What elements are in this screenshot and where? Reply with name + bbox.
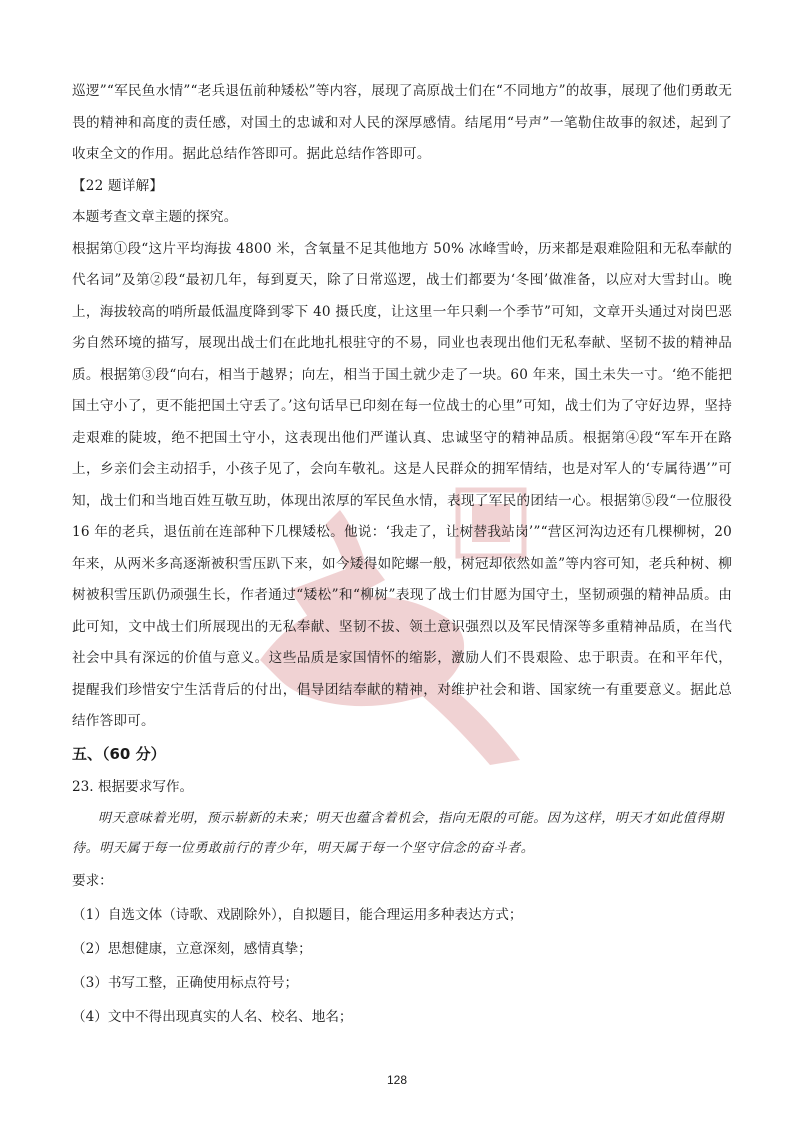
- requirement-item: （3）书写工整，正确使用标点符号；: [72, 974, 299, 991]
- intro-paragraph: 巡逻”“军民鱼水情”“老兵退伍前种矮松”等内容，展现了高原战士们在“不同地方”的故事，展现了他们勇敢无畏的精神和高度的责任感，对国土的忠诚和对人民的深厚感情。结尾用“号声”一笔勒住故事的叙述，起到了收束全文的作用。据此总结作答即可。据此总结作答即可。: [72, 83, 732, 162]
- essay-material: 明天意味着光明，预示崭新的未来；明天也蕴含着机会，指向无限的可能。因为这样，明天才如此值得期待。明天属于每一位勇敢前行的青少年，明天属于每一个坚守信念的奋斗者。: [72, 810, 724, 856]
- requirements-label: 要求：: [72, 872, 113, 889]
- section-five-title: 五、（60 分）: [72, 744, 166, 763]
- q22-intro: 本题考查文章主题的探究。: [72, 209, 238, 225]
- page-number: 128: [386, 1073, 408, 1087]
- requirement-item: （4）文中不得出现真实的人名、校名、地名；: [72, 1008, 353, 1025]
- requirement-item: （1）自选文体（诗歌、戏剧除外），自拟题目，能合理运用多种表达方式；: [72, 906, 523, 923]
- requirement-item: （2）思想健康，立意深刻，感情真挚；: [72, 940, 312, 957]
- document-body: [72, 76, 732, 1034]
- q23-prompt: 23. 根据要求写作。: [72, 778, 194, 795]
- q22-heading: 【22 题详解】: [72, 177, 164, 194]
- q22-analysis: 根据第①段“这片平均海拔 4800 米，含氧量不足其他地方 50% 冰峰雪岭，历来都是艰难险阻和无私奉献的代名词”及第②段“最初几年，每到夏天，除了日常巡逻，战士们都要为‘冬囤’做准备，以应对大雪封山。晚上，海拔较高的哨所最低温度降到零下 40 摄氏度，让这里一年只剩一个季节”可知，文章开头通过对岗巴恶劣自然环境的描写，展现出战士们在此地扎根驻守的不易，同业也表现出他们无私奉献、坚韧不拔的精神品质。根据第③段“向右，相当于越界；向左，相当于国土就少走了一块。60 年来，国土未失一寸。‘绝不能把国土守小了，更不能把国土守丢了。’这句话早已印刻在每一位战士的心里”可知，战士们为了守好边界，坚持走艰难的陡坡，绝不把国土守小，这表现出他们严谨认真、忠诚坚守的精神品质。根据第④段“军车开在路上，乡亲们会主动招手，小孩子见了，会向车敬礼。这是人民群众的拥军情结，也是对军人的‘专属待遇’”可知，战士们和当地百姓互敬互助，体现出浓厚的军民鱼水情，表现了军民的团结一心。根据第⑤段“一位服役 16 年的老兵，退伍前在连部种下几棵矮松。他说：‘我走了，让树替我站岗’”“营区河沟边还有几棵柳树，20 年来，从两米多高逐渐被积雪压趴下来，如今矮得如陀螺一般，树冠却依然如盖”等内容可知，老兵种树、柳树被积雪压趴仍顽强生长，作者通过“矮松”和“柳树”表现了战士们甘愿为国守土，坚韧顽强的精神品质。由此可知，文中战士们所展现出的无私奉献、坚韧不拔、领土意识强烈以及军民情深等多重精神品质，在当代社会中具有深远的价值与意义。这些品质是家国情怀的缩影，激励人们不畏艰险、忠于职责。在和平年代，提醒我们珍惜安宁生活背后的付出，倡导团结奉献的精神，对维护社会和谐、国家统一有重要意义。据此总结作答即可。: [72, 240, 732, 729]
